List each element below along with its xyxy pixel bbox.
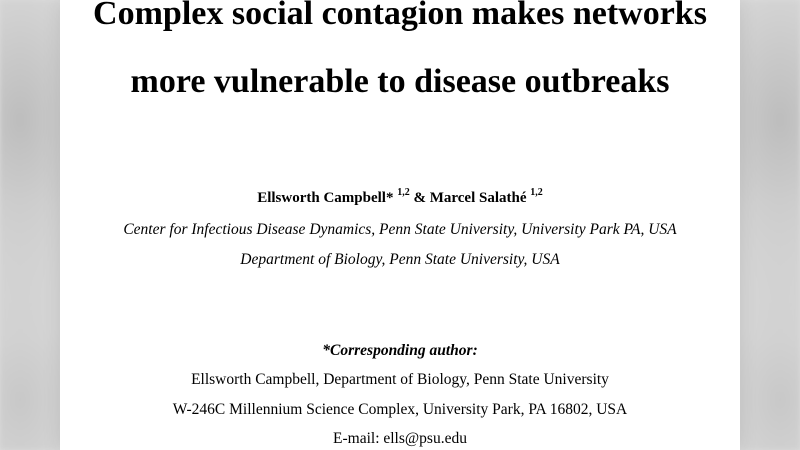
author-list [60, 188, 740, 208]
corresponding-author-email: E-mail: ells@psu.edu [333, 430, 467, 447]
author-name: Ellsworth Campbell* [257, 190, 394, 206]
author-separator: & [409, 190, 430, 206]
paper-title-line-1: Complex social contagion makes networks [93, 0, 707, 32]
corresponding-author-line: Ellsworth Campbell, Department of Biology, Penn State University [191, 371, 609, 388]
paper-title-page [60, 0, 740, 450]
corresponding-author-address: W-246C Millennium Science Complex, University Park, PA 16802, USA [172, 401, 628, 418]
paper-title-line-2: more vulnerable to disease outbreaks [130, 63, 670, 100]
corresponding-author-heading: *Corresponding author: [322, 342, 478, 359]
affiliation-line: Center for Infectious Disease Dynamics, Penn State University, University Park PA, USA [123, 221, 677, 238]
author-affiliation-marker: 1,2 [397, 187, 410, 198]
author-name: Marcel Salathé [429, 190, 527, 206]
author-affiliation-marker: 1,2 [530, 187, 543, 198]
affiliation-line: Department of Biology, Penn State University, USA [240, 251, 560, 268]
